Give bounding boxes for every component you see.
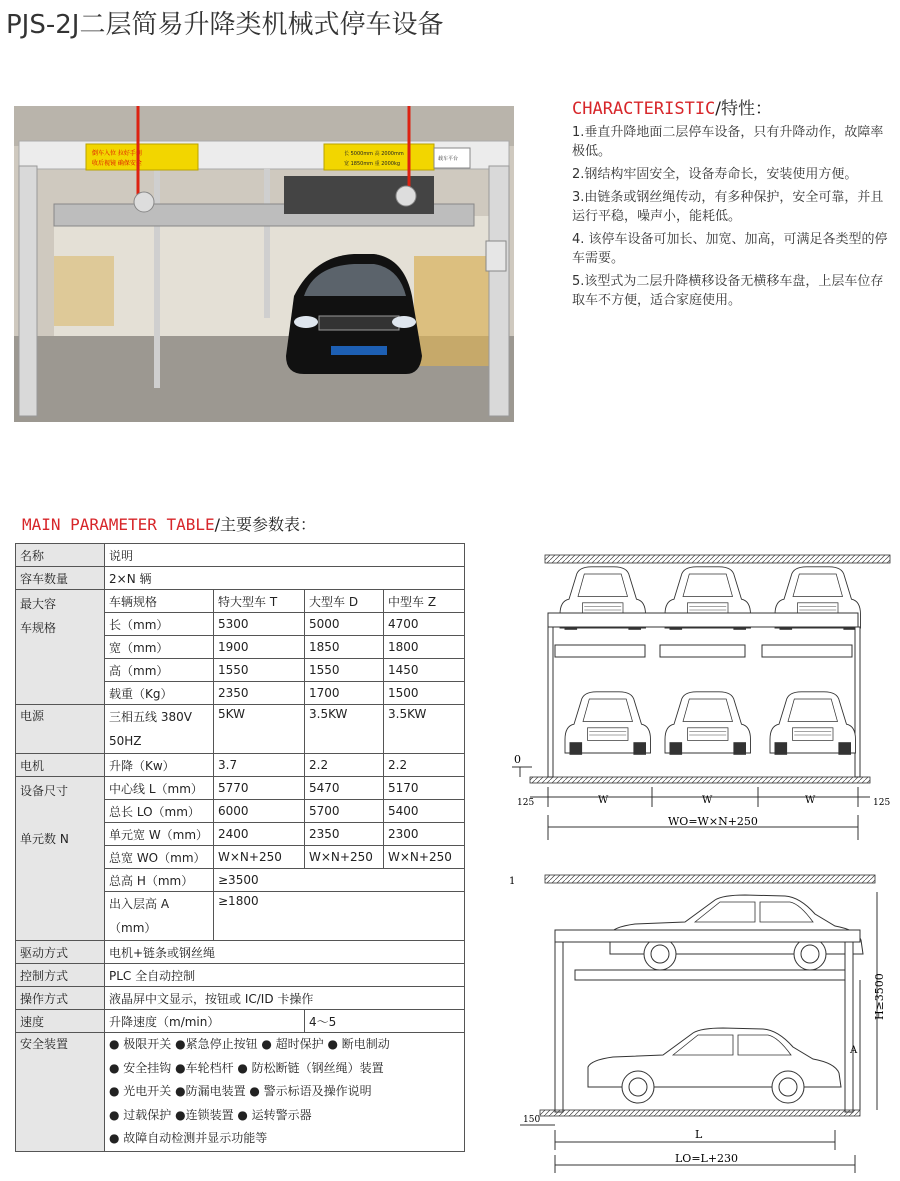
table-cell: 特大型车 T	[214, 590, 305, 613]
table-cell: 液晶屏中文显示，按钮或 IC/ID 卡操作	[105, 987, 465, 1010]
characteristic-item: 1.垂直升降地面二层停车设备，只有升降动作，故障率极低。	[572, 125, 884, 159]
unit-label: 单元数 N	[20, 832, 69, 846]
small-sign-text: 载车平台	[438, 156, 459, 162]
level-one-label: 1	[509, 876, 516, 887]
table-cell	[105, 705, 214, 754]
table-cell: 操作方式	[16, 987, 105, 1010]
spec-sign-text-1: 长 5000mm 高 2000mm	[344, 151, 404, 157]
spec-sign-text-2: 宽 1850mm 重 2000kg	[344, 161, 401, 167]
front-view-drawing	[500, 545, 895, 845]
table-cell: 2.2	[384, 754, 465, 777]
dim-a: A	[850, 1045, 858, 1056]
table-cell	[105, 1033, 465, 1152]
table-cell: 控制方式	[16, 964, 105, 987]
table-cell: 4700	[384, 613, 465, 636]
table-row	[16, 777, 465, 800]
maxcar-label-1: 最大容	[20, 597, 57, 611]
table-cell: 1900	[214, 636, 305, 659]
table-row	[16, 1010, 465, 1033]
entry-height-label-1: 出入层高 A	[109, 897, 170, 911]
safety-line: ● 光电开关 ●防漏电装置 ● 警示标语及操作说明	[109, 1084, 372, 1098]
table-cell: PLC 全自动控制	[105, 964, 465, 987]
table-cell: 安全装置	[16, 1033, 105, 1152]
table-cell: 总高 H（mm）	[105, 869, 214, 892]
table-cell: 1500	[384, 682, 465, 705]
dim-wo: WO=W×N+250	[668, 815, 758, 828]
table-cell: 载重（Kg）	[105, 682, 214, 705]
dim-150: 150	[523, 1115, 541, 1125]
table-row	[16, 590, 465, 613]
table-cell: 长（mm）	[105, 613, 214, 636]
table-cell: 2400	[214, 823, 305, 846]
table-cell: 单元宽 W（mm）	[105, 823, 214, 846]
table-row	[16, 705, 465, 754]
safety-line: ● 过载保护 ●连锁装置 ● 运转警示器	[109, 1107, 312, 1122]
characteristic-item: 3.由链条或钢丝绳传动，有多种保护，安全可靠，并且运行平稳，噪声小，能耗低。	[572, 190, 884, 224]
table-cell: 车辆规格	[105, 590, 214, 613]
table-row	[16, 941, 465, 964]
dim-h: H≥3500	[873, 973, 886, 1020]
side-view-drawing	[505, 870, 895, 1175]
table-cell: 电机+链条或钢丝绳	[105, 941, 465, 964]
characteristic-heading-zh: /特性：	[715, 99, 773, 119]
characteristic-heading-en: CHARACTERISTIC	[572, 99, 716, 119]
table-cell	[16, 590, 105, 705]
table-cell: 1700	[305, 682, 384, 705]
table-cell: 5770	[214, 777, 305, 800]
warning-sign-text-1: 倒车入位 拉好手刹	[92, 150, 142, 157]
table-cell: 5700	[305, 800, 384, 823]
table-cell: 3.5KW	[384, 705, 465, 754]
safety-line: ● 故障自动检测并显示功能等	[109, 1131, 268, 1145]
table-cell: 1550	[305, 659, 384, 682]
table-cell: 名称	[16, 544, 105, 567]
table-cell: 电源	[16, 705, 105, 754]
characteristic-item: 4. 该停车设备可加长、加宽、加高，可满足各类型的停车需要。	[572, 232, 888, 266]
table-row	[16, 567, 465, 590]
entry-height-label-2: （mm）	[109, 921, 157, 935]
table-cell: 中型车 Z	[384, 590, 465, 613]
table-cell: 4～5	[305, 1010, 465, 1033]
warning-sign-text-2: 收后视镜 确保安全	[92, 160, 142, 167]
table-cell: 2350	[305, 823, 384, 846]
table-row	[16, 544, 465, 567]
table-cell: 宽（mm）	[105, 636, 214, 659]
size-label: 设备尺寸	[20, 784, 69, 798]
dim-125-left: 125	[517, 798, 535, 808]
table-cell: 大型车 D	[305, 590, 384, 613]
table-cell: 5170	[384, 777, 465, 800]
dim-w-2: W	[702, 795, 713, 806]
characteristic-item: 2.钢结构牢固安全，设备寿命长，安装使用方便。	[572, 167, 858, 182]
characteristic-item: 5.该型式为二层升降横移设备无横移车盘，上层车位存取车不方便，适合家庭使用。	[572, 274, 884, 308]
table-cell: 1800	[384, 636, 465, 659]
maxcar-label-2: 车规格	[20, 621, 57, 635]
table-cell: 2.2	[305, 754, 384, 777]
power-spec-1: 三相五线 380V	[109, 710, 192, 724]
table-cell: 2×N 辆	[105, 567, 465, 590]
table-cell: 5470	[305, 777, 384, 800]
table-cell: 中心线 L（mm）	[105, 777, 214, 800]
safety-line: ● 极限开关 ●紧急停止按钮 ● 超时保护 ● 断电制动	[109, 1037, 390, 1051]
dim-w-3: W	[805, 795, 816, 806]
table-cell: 升降速度（m/min）	[105, 1010, 305, 1033]
table-cell: 5400	[384, 800, 465, 823]
table-cell: 高（mm）	[105, 659, 214, 682]
dim-w-1: W	[598, 795, 609, 806]
power-spec-2: 50HZ	[109, 734, 142, 748]
table-row	[16, 1033, 465, 1152]
table-cell: 驱动方式	[16, 941, 105, 964]
table-cell: 速度	[16, 1010, 105, 1033]
dim-lo: LO=L+230	[675, 1152, 739, 1165]
table-row	[16, 987, 465, 1010]
characteristic-heading	[572, 100, 894, 119]
table-cell: 2300	[384, 823, 465, 846]
table-cell: 1450	[384, 659, 465, 682]
table-cell: 6000	[214, 800, 305, 823]
parameter-heading-en: MAIN PARAMETER TABLE	[22, 515, 215, 534]
table-cell: 1550	[214, 659, 305, 682]
table-cell: 总长 LO（mm）	[105, 800, 214, 823]
table-cell: 3.5KW	[305, 705, 384, 754]
table-cell: ≥1800	[214, 892, 465, 941]
table-cell: W×N+250	[214, 846, 305, 869]
table-cell: 2350	[214, 682, 305, 705]
table-cell: W×N+250	[305, 846, 384, 869]
parameter-heading	[22, 512, 316, 535]
table-cell: 升降（Kw）	[105, 754, 214, 777]
table-cell: 总宽 WO（mm）	[105, 846, 214, 869]
safety-line: ● 安全挂钩 ●车轮档杆 ● 防松断链（钢丝绳）装置	[109, 1060, 384, 1075]
table-cell: 3.7	[214, 754, 305, 777]
table-cell: 5000	[305, 613, 384, 636]
dim-125-right: 125	[873, 798, 891, 808]
parameter-heading-zh: /主要参数表：	[214, 515, 317, 534]
table-cell: ≥3500	[214, 869, 465, 892]
characteristic-section	[572, 100, 894, 314]
table-cell	[16, 777, 105, 941]
table-row	[16, 754, 465, 777]
table-cell: 1850	[305, 636, 384, 659]
page-title: PJS-2J二层简易升降类机械式停车设备	[6, 10, 444, 40]
table-cell: 5300	[214, 613, 305, 636]
table-cell: 电机	[16, 754, 105, 777]
table-cell: W×N+250	[384, 846, 465, 869]
table-cell	[105, 892, 214, 941]
table-cell: 5KW	[214, 705, 305, 754]
dim-l: L	[695, 1128, 703, 1141]
table-cell: 容车数量	[16, 567, 105, 590]
table-cell: 说明	[105, 544, 465, 567]
product-photo	[14, 106, 514, 422]
zero-label: 0	[514, 753, 521, 766]
table-row	[16, 964, 465, 987]
parameter-table	[15, 543, 465, 1152]
